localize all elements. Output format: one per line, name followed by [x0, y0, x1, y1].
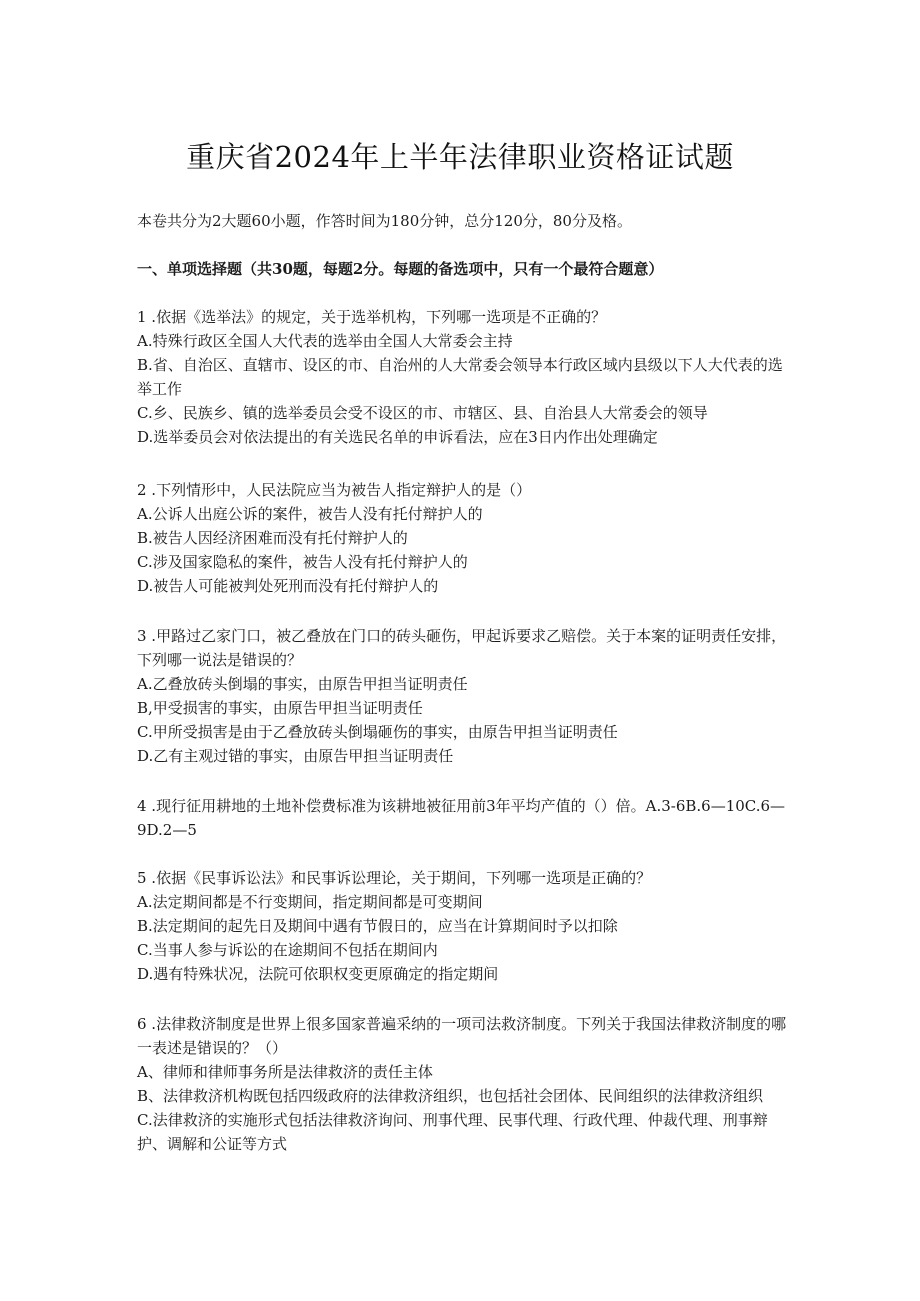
exam-intro: 本卷共分为2大题60小题，作答时间为180分钟，总分120分，80分及格。	[137, 212, 632, 230]
question-stem: 5 .依据《民事诉讼法》和民事诉讼理论，关于期间，下列哪一选项是正确的？	[137, 869, 652, 887]
option-d: D.遇有特殊状况，法院可依职权变更原确定的指定期间	[137, 965, 499, 983]
option-c: C.法律救济的实施形式包括法律救济询问、刑事代理、民事代理、行政代理、仲裁代理、刑事辩护、调解和公证等方式	[137, 1111, 768, 1153]
option-a: A.特殊行政区全国人大代表的选举由全国人大常委会主持	[137, 332, 513, 350]
option-a: A、律师和律师事务所是法律救济的责任主体	[137, 1063, 433, 1081]
option-b: B,甲受损害的事实，由原告甲担当证明责任	[137, 699, 423, 717]
question-6	[137, 1012, 797, 1156]
option-c: C.甲所受损害是由于乙叠放砖头倒塌砸伤的事实，由原告甲担当证明责任	[137, 723, 618, 741]
option-d: D.乙有主观过错的事实，由原告甲担当证明责任	[137, 747, 454, 765]
question-1	[137, 305, 797, 449]
option-a: A.法定期间都是不行变期间，指定期间都是可变期间	[137, 893, 483, 911]
question-stem: 1 .依据《选举法》的规定，关于选举机构，下列哪一选项是不正确的？	[137, 308, 607, 326]
option-b: B、法律救济机构既包括四级政府的法律救济组织，也包括社会团体、民间组织的法律救济组织	[137, 1087, 764, 1105]
question-stem: 4 .现行征用耕地的土地补偿费标准为该耕地被征用前3年平均产值的（）倍。A.3-6B.6—10C.6—9D.2—5	[137, 797, 786, 839]
option-b: B.省、自治区、直辖市、设区的市、自治州的人大常委会领导本行政区域内县级以下人大代表的选举工作	[137, 356, 783, 398]
option-c: C.当事人参与诉讼的在途期间不包括在期间内	[137, 941, 438, 959]
question-3	[137, 624, 797, 768]
option-b: B.法定期间的起先日及期间中遇有节假日的，应当在计算期间时予以扣除	[137, 917, 618, 935]
question-stem: 6 .法律救济制度是世界上很多国家普遍采纳的一项司法救济制度。下列关于我国法律救济制度的哪一表述是错误的？（）	[137, 1015, 787, 1057]
page-title: 重庆省2024年上半年法律职业资格证试题	[186, 140, 734, 174]
option-c: C.乡、民族乡、镇的选举委员会受不设区的市、市辖区、县、自治县人大常委会的领导	[137, 404, 708, 422]
question-stem: 2 .下列情形中，人民法院应当为被告人指定辩护人的是（）	[137, 481, 532, 499]
option-b: B.被告人因经济困难而没有托付辩护人的	[137, 529, 408, 547]
question-stem: 3 .甲路过乙家门口，被乙叠放在门口的砖头砸伤，甲起诉要求乙赔偿。关于本案的证明责任安排，下列哪一说法是错误的？	[137, 627, 787, 669]
option-a: A.公诉人出庭公诉的案件，被告人没有托付辩护人的	[137, 505, 483, 523]
option-d: D.被告人可能被判处死刑而没有托付辩护人的	[137, 577, 439, 595]
option-c: C.涉及国家隐私的案件，被告人没有托付辩护人的	[137, 553, 468, 571]
section-heading: 一、单项选择题（共30题，每题2分。每题的备选项中，只有一个最符合题意）	[137, 260, 664, 278]
question-2	[137, 478, 797, 598]
option-d: D.选举委员会对依法提出的有关选民名单的申诉看法，应在3日内作出处理确定	[137, 428, 658, 446]
question-4	[137, 794, 797, 842]
question-5	[137, 866, 797, 986]
option-a: A.乙叠放砖头倒塌的事实，由原告甲担当证明责任	[137, 675, 468, 693]
